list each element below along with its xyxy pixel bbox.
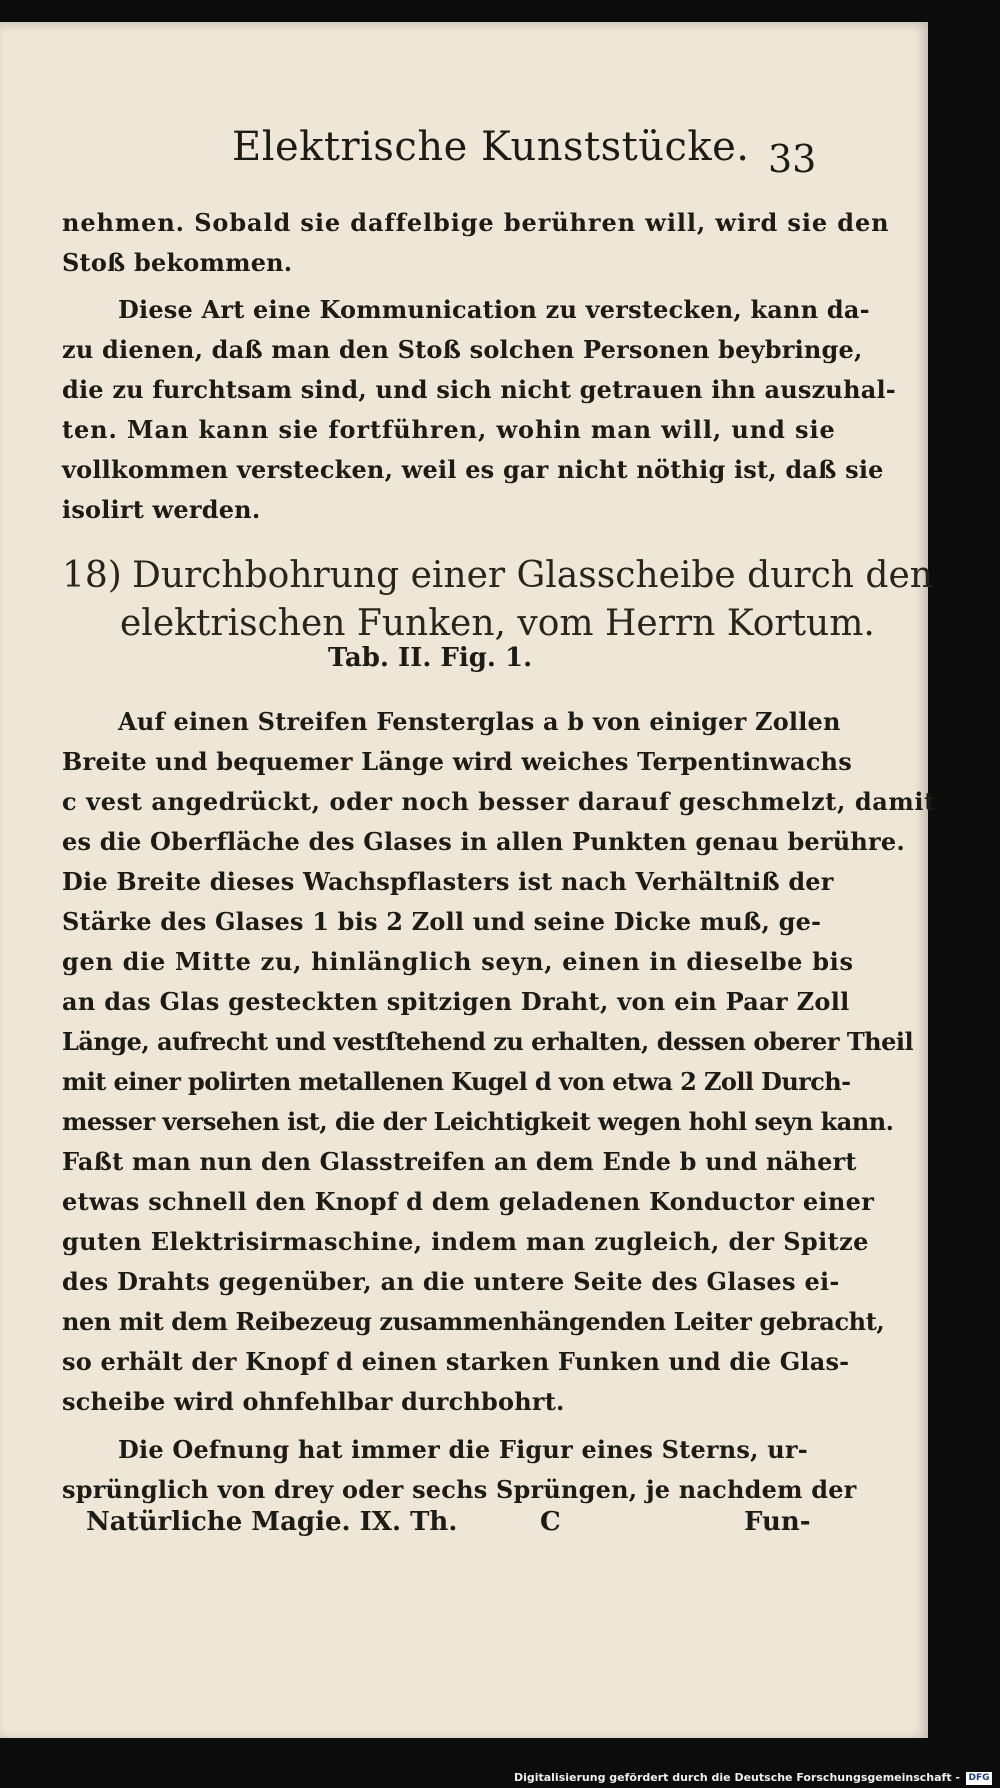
section-title-line1: Durchbohrung einer Glasscheibe durch den: [132, 555, 933, 596]
section-number: 18): [62, 555, 122, 596]
text-line: so erhält der Knopf d einen starken Funken und die Glas-: [62, 1347, 850, 1376]
text-line: die zu furchtsam sind, und sich nicht getrauen ihn auszuhal-: [62, 375, 896, 404]
text-line: scheibe wird ohnfehlbar durchbohrt.: [62, 1387, 565, 1416]
gathering-mark: C: [540, 1507, 561, 1537]
text-line: mit einer polirten metallenen Kugel d von etwa 2 Zoll Durch-: [62, 1067, 851, 1096]
text-line: Stärke des Glases 1 bis 2 Zoll und seine Dicke muß, ge-: [62, 907, 822, 936]
text-line: c vest angedrückt, oder noch besser darauf geschmelzt, damit: [62, 787, 936, 816]
text-line: messer versehen ist, die der Leichtigkeit wegen hohl seyn kann.: [62, 1107, 894, 1136]
text-line: des Drahts gegenüber, an die untere Seite des Glases ei-: [62, 1267, 840, 1296]
text-line: vollkommen verstecken, weil es gar nicht nöthig ist, daß sie: [62, 455, 884, 484]
text-line: Diese Art eine Kommunication zu verstecken, kann da-: [118, 295, 870, 324]
section-title-line2: elektrischen Funken, vom Herrn Kortum.: [120, 603, 875, 644]
catchword: Fun-: [744, 1507, 811, 1537]
text-line: guten Elektrisirmaschine, indem man zugleich, der Spitze: [62, 1227, 869, 1256]
text-line: Breite und bequemer Länge wird weiches Terpentinwachs: [62, 747, 852, 776]
text-line: Die Oefnung hat immer die Figur eines Sterns, ur-: [118, 1435, 808, 1464]
text-line: isolirt werden.: [62, 495, 261, 524]
text-line: ten. Man kann sie fortführen, wohin man will, und sie: [62, 415, 836, 444]
text-line: sprünglich von drey oder sechs Sprüngen, je nachdem der: [62, 1475, 857, 1504]
text-line: zu dienen, daß man den Stoß solchen Personen beybringe,: [62, 335, 863, 364]
text-line: Auf einen Streifen Fensterglas a b von einiger Zollen: [118, 707, 841, 736]
text-line: Länge, aufrecht und vestſtehend zu erhalten, dessen oberer Theil: [62, 1027, 914, 1056]
text-line: Faßt man nun den Glasstreifen an dem Ende b und nähert: [62, 1147, 857, 1176]
text-line: gen die Mitte zu, hinlänglich seyn, einen in dieselbe bis: [62, 947, 854, 976]
text-line: an das Glas gesteckten spitzigen Draht, von ein Paar Zoll: [62, 987, 850, 1016]
page-number: 33: [768, 137, 817, 181]
text-line: es die Oberfläche des Glases in allen Punkten genau berühre.: [62, 827, 905, 856]
text-line: nehmen. Sobald sie daffelbige berühren will, wird sie den: [62, 208, 890, 237]
text-line: etwas schnell den Knopf d dem geladenen Konductor einer: [62, 1187, 875, 1216]
text-line: nen mit dem Reibezeug zusammenhängenden Leiter gebracht,: [62, 1307, 885, 1336]
signature-line: Natürliche Magie. IX. Th.: [86, 1507, 458, 1537]
text-line: Stoß bekommen.: [62, 248, 293, 277]
text-line: Die Breite dieses Wachspflasters ist nach Verhältniß der: [62, 867, 834, 896]
running-head-title: Elektrische Kunststücke.: [232, 124, 750, 170]
dfg-logo: DFG: [966, 1772, 992, 1785]
figure-reference: Tab. II. Fig. 1.: [328, 643, 533, 673]
digitization-credit: Digitalisierung gefördert durch die Deutsche Forschungsgemeinschaft -: [513, 1771, 960, 1784]
